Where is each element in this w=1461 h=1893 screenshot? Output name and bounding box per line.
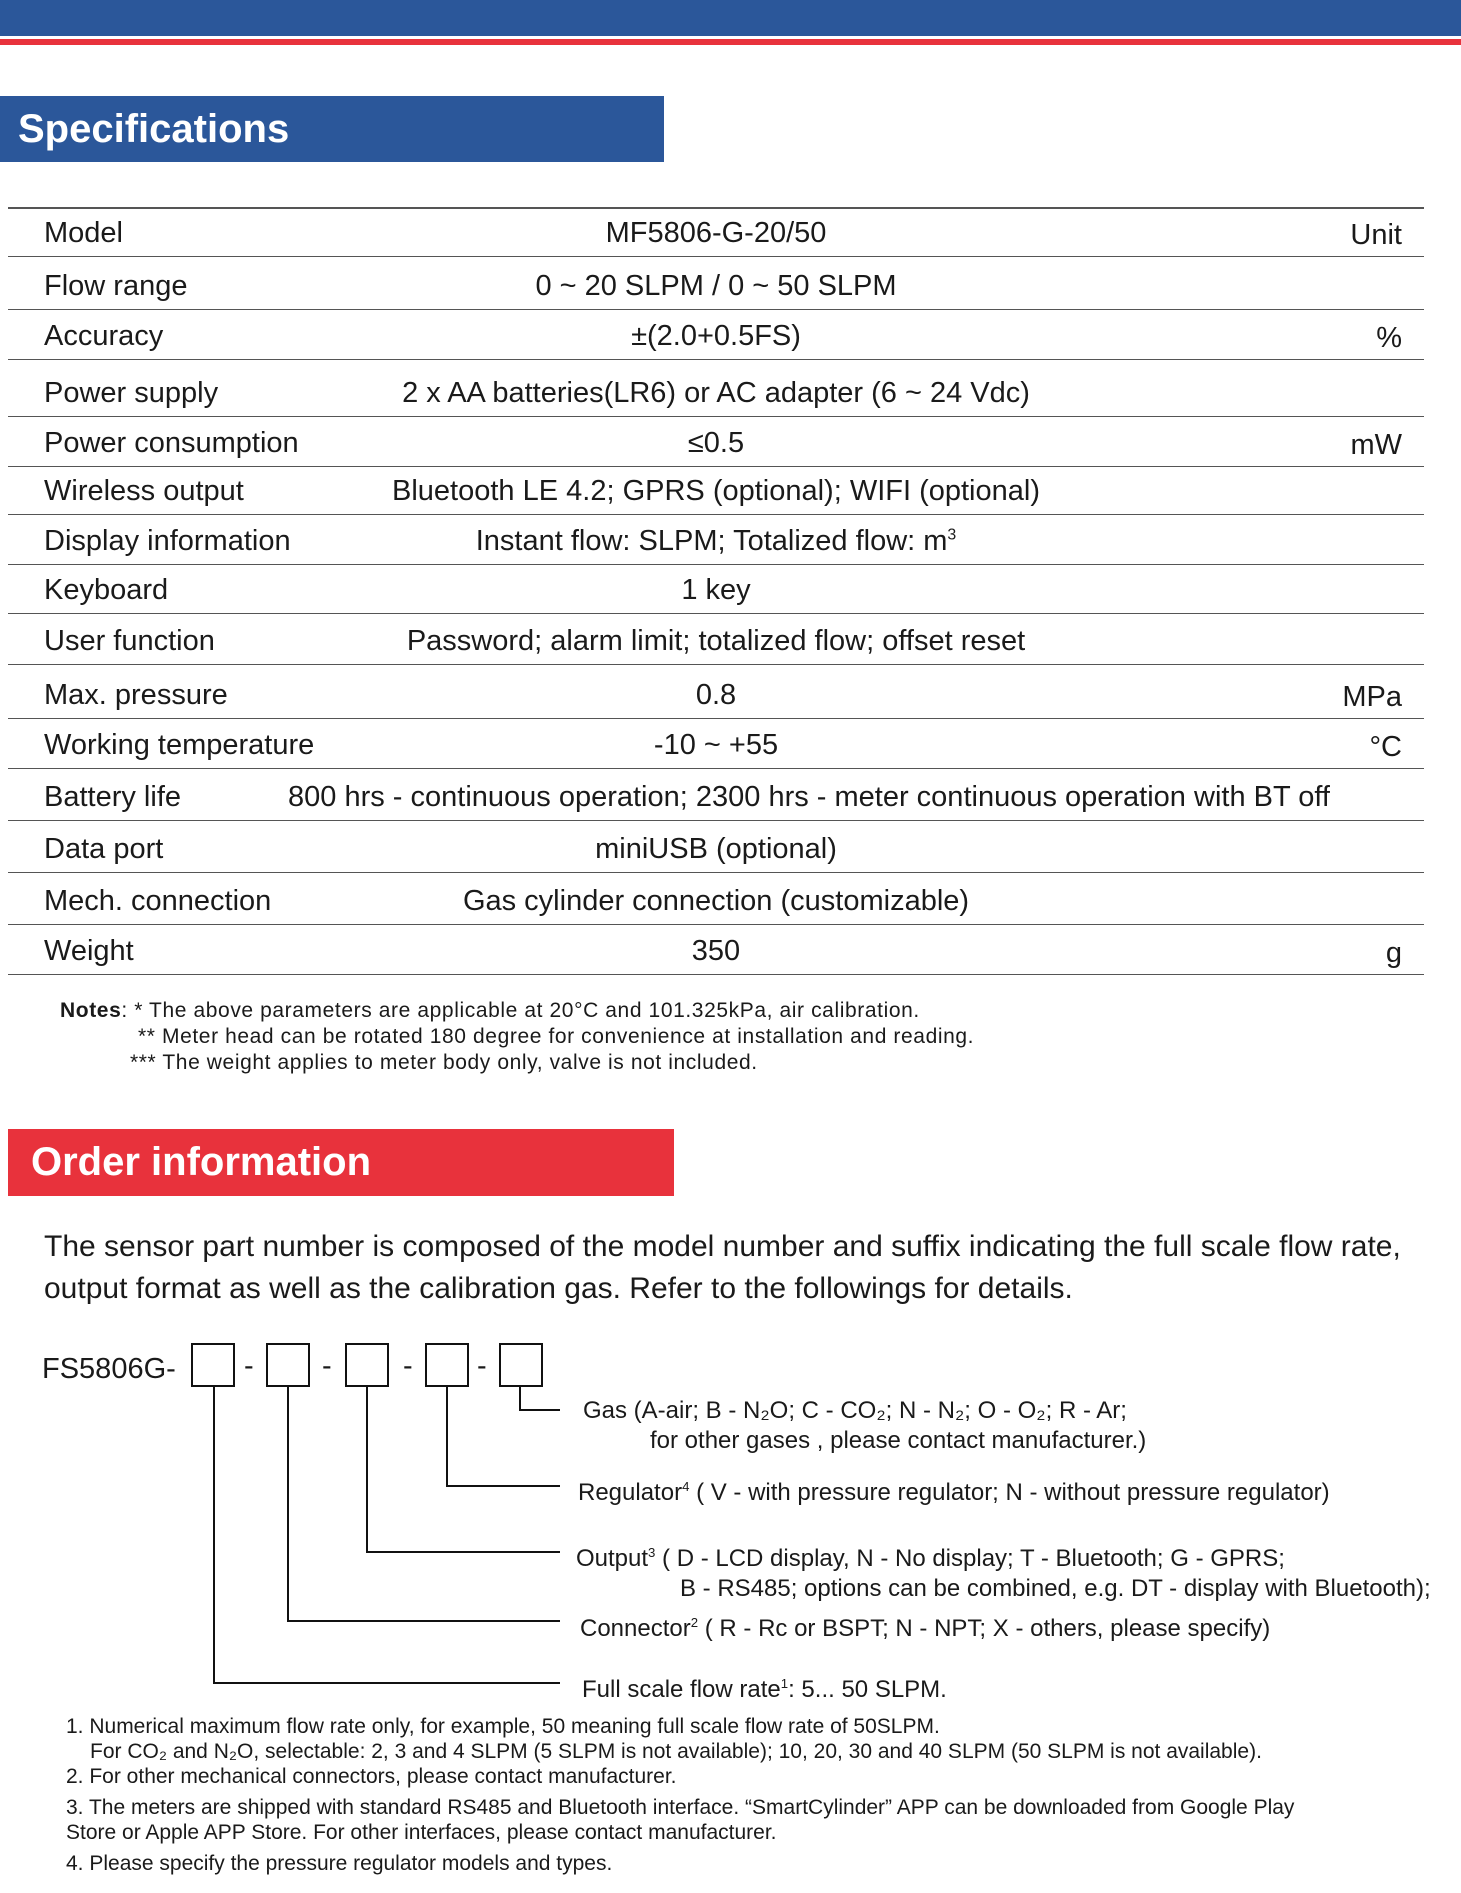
spec-label: Power supply <box>44 377 219 409</box>
spec-value <box>8 427 1424 460</box>
spec-label: Mech. connection <box>44 885 272 917</box>
gas-box <box>499 1343 543 1387</box>
spec-value <box>8 574 1424 607</box>
footnote-4: 4. Please specify the pressure regulator models and types. <box>66 1852 613 1875</box>
order-footnotes <box>66 1714 1446 1876</box>
header-accent-line <box>0 39 1461 45</box>
regulator-box <box>425 1343 469 1387</box>
separator-dash: - <box>244 1350 254 1382</box>
spec-row <box>8 665 1424 719</box>
spec-row <box>8 467 1424 515</box>
footnote-ref-3: 3 <box>648 1545 656 1560</box>
spec-unit: % <box>1376 322 1402 354</box>
notes <box>60 998 974 1076</box>
footnote-2: 2. For other mechanical connectors, please contact manufacturer. <box>66 1765 677 1788</box>
spec-row <box>8 769 1424 821</box>
spec-value <box>8 935 1424 968</box>
output-box <box>345 1343 389 1387</box>
spec-label: User function <box>44 625 215 657</box>
spec-value-text: Bluetooth LE 4.2; GPRS (optional); WIFI (optional) <box>392 475 1040 507</box>
spec-value <box>8 679 1424 712</box>
spec-label: Wireless output <box>44 475 244 507</box>
spec-value <box>8 377 1424 410</box>
spec-value-text: Gas cylinder connection (customizable) <box>462 885 970 917</box>
spec-value <box>8 320 1424 353</box>
spec-value-text: 0.8 <box>695 679 737 711</box>
spec-value-text: Password; alarm limit; totalized flow; offset reset <box>406 625 1026 657</box>
spec-label: Accuracy <box>44 320 164 352</box>
spec-label: Working temperature <box>44 729 315 761</box>
spec-unit: Unit <box>1350 219 1402 251</box>
spec-row <box>8 614 1424 665</box>
spec-value-text: 1 key <box>681 574 751 606</box>
gas-line-1: Gas (A-air; B - N₂O; C - CO₂; N - N₂; O - O₂; R - Ar; <box>583 1397 1127 1424</box>
spec-row <box>8 821 1424 873</box>
spec-value <box>8 729 1424 762</box>
order-intro-text: The sensor part number is composed of the model number and suffix indicating the full scale flow rate, output format as well as the calibration gas. Refer to the followings for details. <box>44 1230 1401 1305</box>
spec-label: Flow range <box>44 270 188 302</box>
note-2: ** Meter head can be rotated 180 degree for convenience at installation and reading. <box>138 1025 975 1048</box>
spec-row <box>8 360 1424 417</box>
connector-box <box>266 1343 310 1387</box>
separator-dash: - <box>477 1350 487 1382</box>
spec-unit: mW <box>1350 429 1402 461</box>
spec-row <box>8 310 1424 360</box>
fullscale-label: Full scale flow rate <box>582 1676 781 1703</box>
connector-line <box>288 1387 560 1621</box>
note-3: *** The weight applies to meter body only, valve is not included. <box>130 1051 758 1074</box>
notes-label: Notes <box>60 999 122 1022</box>
regulator-text: ( V - with pressure regulator; N - without pressure regulator) <box>689 1479 1330 1506</box>
spec-row <box>8 565 1424 614</box>
spec-value <box>8 833 1424 866</box>
regulator-line <box>447 1387 560 1486</box>
spec-value-superscript: 3 <box>947 526 957 544</box>
flow-rate-box <box>191 1343 235 1387</box>
spec-value-text: miniUSB (optional) <box>595 833 837 865</box>
spec-label: Display information <box>44 525 291 557</box>
part-number-prefix: FS5806G- <box>42 1353 176 1385</box>
output-label: Output <box>576 1545 649 1572</box>
fullscale-text: : 5... 50 SLPM. <box>788 1676 947 1703</box>
spec-row <box>8 207 1424 257</box>
note-1: : * The above parameters are applicable at 20°C and 101.325kPa, air calibration. <box>121 999 920 1022</box>
header-bar <box>0 0 1461 36</box>
output-description <box>576 1538 1431 1604</box>
spec-value-text: 0 ~ 20 SLPM / 0 ~ 50 SLPM <box>535 270 897 302</box>
connector-text: ( R - Rc or BSPT; N - NPT; X - others, please specify) <box>698 1615 1271 1642</box>
spec-label: Power consumption <box>44 427 299 459</box>
spec-value <box>288 781 1330 814</box>
footnote-3-cont: Store or Apple APP Store. For other interfaces, please contact manufacturer. <box>66 1821 777 1844</box>
spec-row <box>8 925 1424 975</box>
spec-row <box>8 515 1424 565</box>
spec-label: Model <box>44 217 123 249</box>
spec-unit: MPa <box>1342 681 1402 713</box>
spec-label: Data port <box>44 833 164 865</box>
spec-value-text: 2 x AA batteries(LR6) or AC adapter (6 ~ 24 Vdc) <box>402 377 1030 409</box>
spec-value-text: ≤0.5 <box>687 427 745 459</box>
spec-value-text: MF5806-G-20/50 <box>605 217 827 249</box>
spec-value <box>8 525 1424 558</box>
output-line-1: ( D - LCD display, N - No display; T - Bluetooth; G - GPRS; <box>655 1545 1285 1572</box>
spec-value-text: Instant flow: SLPM; Totalized flow: m <box>475 525 948 557</box>
separator-dash: - <box>403 1350 413 1382</box>
gas-line-2: for other gases , please contact manufacturer.) <box>650 1427 1147 1454</box>
spec-label: Max. pressure <box>44 679 228 711</box>
footnote-1-cont: For CO₂ and N₂O, selectable: 2, 3 and 4 SLPM (5 SLPM is not available); 10, 20, 30 and 40 SLPM (50 SLPM is not available). <box>90 1740 1262 1763</box>
spec-value <box>8 270 1424 303</box>
spec-row <box>8 257 1424 310</box>
spec-value-text: ±(2.0+0.5FS) <box>631 320 801 352</box>
output-line-2: B - RS485; options can be combined, e.g. DT - display with Bluetooth); <box>680 1575 1431 1602</box>
spec-value <box>8 475 1424 508</box>
spec-row <box>8 417 1424 467</box>
spec-value <box>8 885 1424 918</box>
fullscale-line <box>214 1387 560 1683</box>
spec-value <box>8 625 1424 658</box>
connector-description <box>580 1608 1270 1644</box>
spec-label: Weight <box>44 935 134 967</box>
spec-unit: °C <box>1369 731 1402 763</box>
regulator-description <box>578 1472 1330 1508</box>
footnote-ref-4: 4 <box>682 1479 690 1494</box>
spec-unit: g <box>1385 937 1402 969</box>
order-information-title: Order information <box>8 1129 674 1196</box>
footnote-1: 1. Numerical maximum flow rate only, for example, 50 meaning full scale flow rate of 50SLPM. <box>66 1715 940 1738</box>
spec-value-text: 800 hrs - continuous operation; 2300 hrs - meter continuous operation with BT off <box>288 781 1330 813</box>
spec-label: Battery life <box>44 781 181 813</box>
footnote-ref-2: 2 <box>690 1615 699 1630</box>
footnote-3: 3. The meters are shipped with standard RS485 and Bluetooth interface. “SmartCylinder” APP can be downloaded from Google Play <box>66 1796 1295 1819</box>
spec-label: Keyboard <box>44 574 169 606</box>
fullscale-description <box>582 1669 947 1705</box>
connector-label: Connector <box>580 1615 691 1642</box>
spec-value-text: 350 <box>691 935 741 967</box>
separator-dash: - <box>322 1350 332 1382</box>
spec-value <box>8 217 1424 250</box>
regulator-label: Regulator <box>578 1479 683 1506</box>
output-line <box>367 1387 560 1552</box>
gas-line <box>520 1387 560 1410</box>
spec-row <box>8 873 1424 925</box>
footnote-ref-1: 1 <box>780 1676 789 1691</box>
gas-description <box>583 1396 1146 1456</box>
spec-value-text: -10 ~ +55 <box>653 729 779 761</box>
spec-row <box>8 719 1424 769</box>
specifications-title: Specifications <box>0 96 664 162</box>
